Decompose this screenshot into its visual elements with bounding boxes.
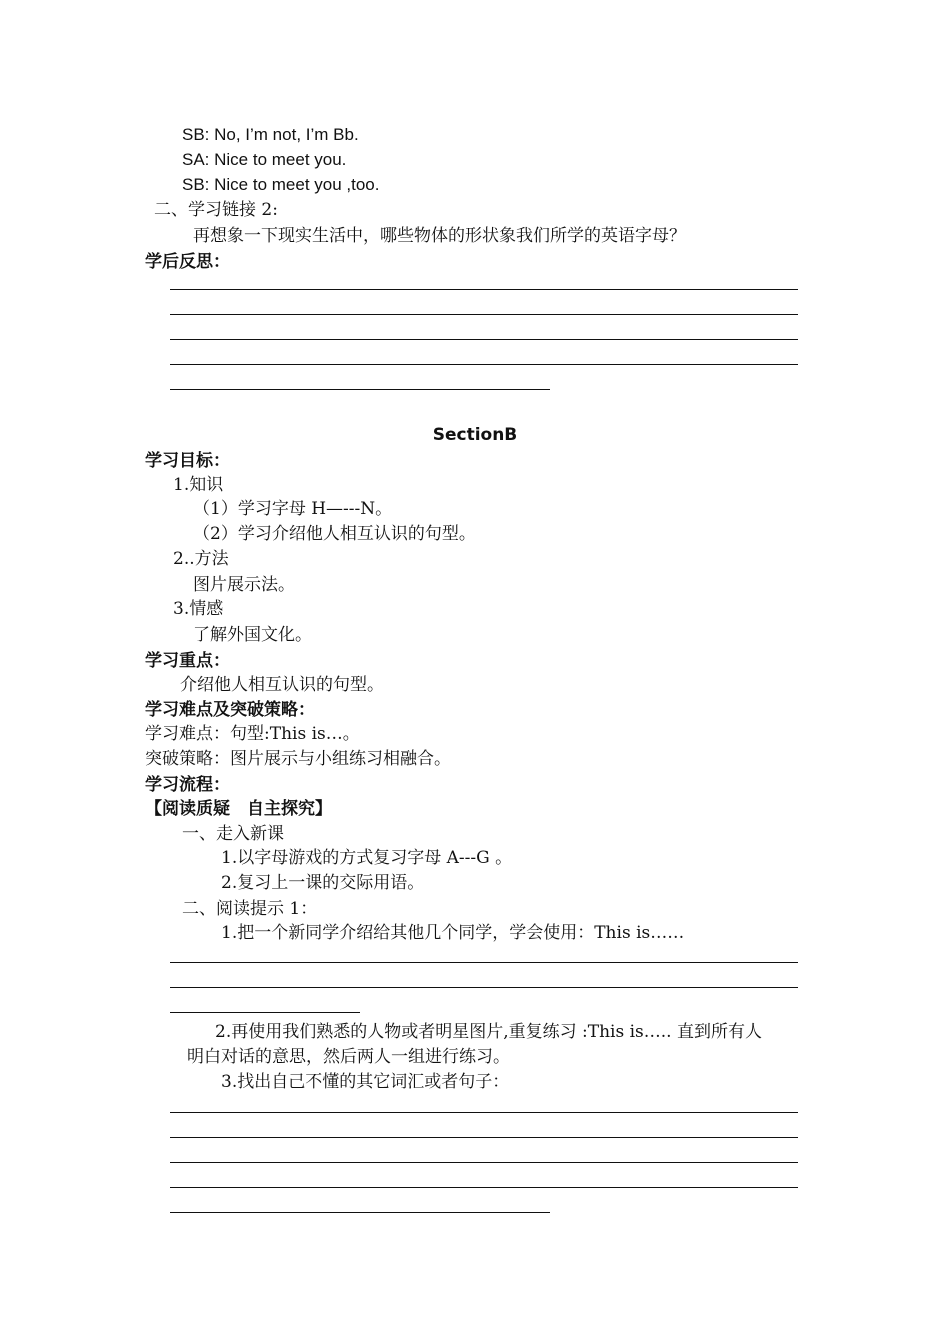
goal-method: 2..方法 <box>173 549 229 569</box>
answer-line <box>170 289 798 290</box>
dialogue-line-3: SB: Nice to meet you ,too. <box>182 175 380 194</box>
answer-line <box>170 364 798 365</box>
answer-line <box>170 1212 550 1213</box>
answer-line <box>170 987 798 988</box>
answer-line <box>170 1187 798 1188</box>
step-1-item-2: 2.复习上一课的交际用语。 <box>221 873 425 893</box>
reading-heading: 【阅读质疑 自主探究】 <box>145 799 332 819</box>
answer-line <box>170 962 798 963</box>
goals-heading: 学习目标： <box>145 451 230 471</box>
step-2-item-2-line-1: 2.再使用我们熟悉的人物或者明星图片,重复练习 :This is….. 直到所有人 <box>215 1022 762 1042</box>
answer-line <box>170 1012 360 1013</box>
difficulty-heading: 学习难点及突破策略： <box>145 700 315 720</box>
link2-heading: 二、学习链接 2: <box>154 200 278 220</box>
reflection-heading: 学后反思： <box>145 252 230 272</box>
answer-line <box>170 314 798 315</box>
key-heading: 学习重点： <box>145 651 230 671</box>
step-2-item-2-line-2: 明白对话的意思，然后两人一组进行练习。 <box>187 1047 510 1067</box>
step-1-item-1: 1.以字母游戏的方式复习字母 A---G 。 <box>221 848 513 868</box>
goal-emotion: 3.情感 <box>173 599 224 619</box>
goal-knowledge-1: （1）学习字母 H—---N。 <box>193 499 393 519</box>
answer-line <box>170 1112 798 1113</box>
step-2-item-1: 1.把一个新同学介绍给其他几个同学，学会使用：This is…… <box>221 923 685 943</box>
step-1-heading: 一、走入新课 <box>182 824 284 844</box>
step-2-item-3: 3.找出自己不懂的其它词汇或者句子： <box>221 1072 510 1092</box>
answer-line <box>170 1162 798 1163</box>
goal-knowledge: 1.知识 <box>173 475 224 495</box>
strategy-text: 突破策略：图片展示与小组练习相融合。 <box>145 749 451 769</box>
step-2-heading: 二、阅读提示 1： <box>182 899 318 919</box>
goal-emotion-text: 了解外国文化。 <box>193 625 312 645</box>
difficulty-text: 学习难点：句型:This is…。 <box>145 724 360 744</box>
answer-line <box>170 1137 798 1138</box>
goal-knowledge-2: （2）学习介绍他人相互认识的句型。 <box>193 524 476 544</box>
goal-method-text: 图片展示法。 <box>193 575 295 595</box>
dialogue-line-2: SA: Nice to meet you. <box>182 150 347 169</box>
answer-line <box>170 339 798 340</box>
key-text: 介绍他人相互认识的句型。 <box>180 675 384 695</box>
process-heading: 学习流程： <box>145 775 230 795</box>
answer-line <box>170 389 550 390</box>
link2-question: 再想象一下现实生活中，哪些物体的形状象我们所学的英语字母？ <box>193 226 686 246</box>
section-title: SectionB <box>432 425 518 445</box>
dialogue-line-1: SB: No, I’m not, I’m Bb. <box>182 125 359 144</box>
